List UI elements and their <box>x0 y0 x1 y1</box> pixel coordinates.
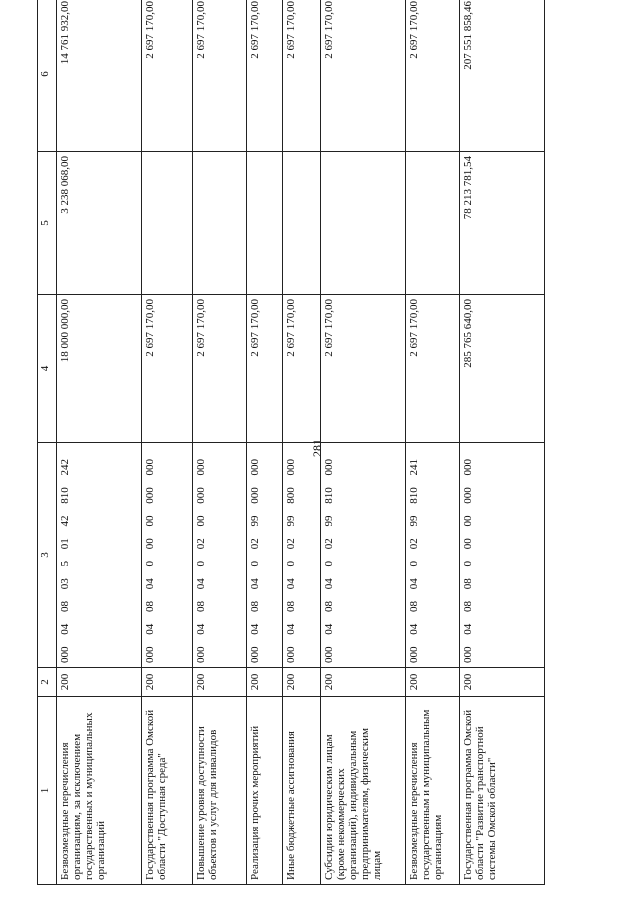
row-code: 200 <box>321 668 406 697</box>
row-code: 200 <box>247 668 283 697</box>
row-col5 <box>321 152 406 295</box>
row-col5: 78 213 781,54 <box>460 152 545 295</box>
row-name: Государственная программа Омской области "Развитие транспортной системы Омской области" <box>460 697 545 885</box>
row-classification: 000 04 08 04 0 02 99 800 000 <box>283 443 321 668</box>
row-classification: 000 04 08 03 5 01 42 810 242 <box>57 443 142 668</box>
row-col4: 2 697 170,00 <box>142 295 193 443</box>
row-col5 <box>406 152 460 295</box>
row-name: Реализация прочих мероприятий <box>247 697 283 885</box>
row-col4: 18 000 000,00 <box>57 295 142 443</box>
table-row <box>57 0 142 885</box>
row-name: Государственная программа Омской области "Доступная среда" <box>142 697 193 885</box>
row-code: 200 <box>142 668 193 697</box>
row-code: 200 <box>57 668 142 697</box>
row-col6: 2 697 170,00 <box>406 0 460 152</box>
row-code: 200 <box>283 668 321 697</box>
header-cell: 4 <box>38 295 57 443</box>
table-row <box>321 0 406 885</box>
row-classification: 000 04 08 08 0 00 00 000 000 <box>460 443 545 668</box>
row-col6: 2 697 170,00 <box>193 0 247 152</box>
row-name: Субсидии юридическим лицам (кроме некоммерческих организаций), индивидуальным предпринимателям, физическим лицам <box>321 697 406 885</box>
table-row <box>193 0 247 885</box>
table-row <box>283 0 321 885</box>
row-classification: 000 04 08 04 0 02 99 000 000 <box>247 443 283 668</box>
row-col5 <box>247 152 283 295</box>
row-classification: 000 04 08 04 0 00 00 000 000 <box>142 443 193 668</box>
row-col4: 2 697 170,00 <box>321 295 406 443</box>
row-col5 <box>283 152 321 295</box>
row-name: Повышение уровня доступности объектов и услуг для инвалидов <box>193 697 247 885</box>
table-row <box>460 0 545 885</box>
row-classification: 000 04 08 04 0 02 99 810 000 <box>321 443 406 668</box>
table-row <box>406 0 460 885</box>
row-col6: 2 697 170,00 <box>283 0 321 152</box>
rotated-table-container <box>37 1 600 885</box>
row-code: 200 <box>193 668 247 697</box>
row-classification: 000 04 08 04 0 02 00 000 000 <box>193 443 247 668</box>
row-col4: 2 697 170,00 <box>283 295 321 443</box>
row-col6: 14 761 932,00 <box>57 0 142 152</box>
row-col6: 2 697 170,00 <box>247 0 283 152</box>
header-cell: 3 <box>38 443 57 668</box>
table-row <box>142 0 193 885</box>
row-name: Иные бюджетные ассигнования <box>283 697 321 885</box>
row-col4: 285 765 640,00 <box>460 295 545 443</box>
row-col4: 2 697 170,00 <box>247 295 283 443</box>
row-col5 <box>193 152 247 295</box>
row-col6: 2 697 170,00 <box>321 0 406 152</box>
header-cell: 1 <box>38 697 57 885</box>
row-col6: 2 697 170,00 <box>142 0 193 152</box>
header-row <box>38 0 57 885</box>
row-code: 200 <box>406 668 460 697</box>
header-cell: 2 <box>38 668 57 697</box>
table-row <box>247 0 283 885</box>
row-col4: 2 697 170,00 <box>193 295 247 443</box>
header-cell: 5 <box>38 152 57 295</box>
row-code: 200 <box>460 668 545 697</box>
header-cell: 6 <box>38 0 57 152</box>
budget-table <box>37 0 545 885</box>
row-col6: 207 551 858,46 <box>460 0 545 152</box>
row-name: Безвозмездные перечисления организациям, за исключением государственных и муниципальных организаций <box>57 697 142 885</box>
row-col5 <box>142 152 193 295</box>
row-col4: 2 697 170,00 <box>406 295 460 443</box>
row-name: Безвозмездные перечисления государственным и муниципальным организациям <box>406 697 460 885</box>
row-classification: 000 04 08 04 0 02 99 810 241 <box>406 443 460 668</box>
page-number: 281 <box>310 439 324 457</box>
row-col5: 3 238 068,00 <box>57 152 142 295</box>
